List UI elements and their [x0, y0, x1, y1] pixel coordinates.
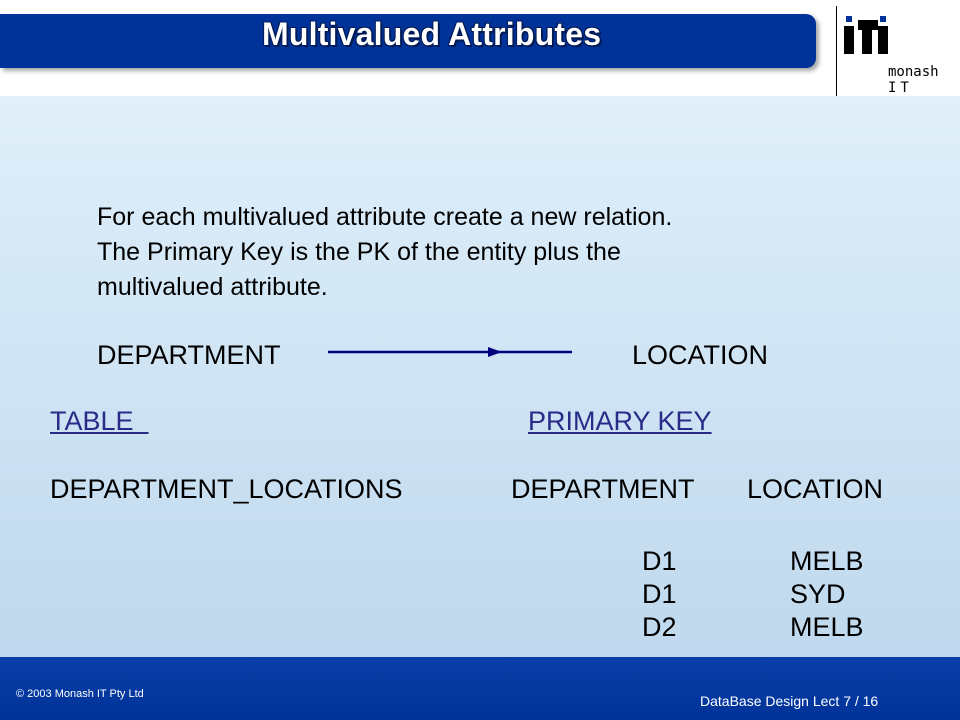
body-line: The Primary Key is the PK of the entity plus the — [97, 238, 621, 266]
body-text — [97, 200, 877, 305]
footer-bar — [0, 657, 960, 720]
row-department: D1 — [642, 546, 677, 576]
row-location: MELB — [790, 612, 864, 642]
right-arrow-icon — [328, 342, 574, 362]
copyright-text: © 2003 Monash IT Pty Ltd — [16, 688, 144, 700]
row-location: MELB — [790, 546, 864, 576]
row-department: D2 — [642, 612, 677, 642]
entity-department: DEPARTMENT — [97, 340, 281, 370]
slide-info: DataBase Design Lect 7 / 16 — [700, 693, 879, 709]
body-line: For each multivalued attribute create a new relation. — [97, 203, 673, 231]
key-column-location: LOCATION — [747, 474, 884, 504]
slide-title: Multivalued Attributes — [262, 16, 602, 52]
row-location: SYD — [790, 579, 846, 609]
row-department: D1 — [642, 579, 677, 609]
key-column-department: DEPARTMENT — [511, 474, 695, 504]
table-header-primary-key: PRIMARY KEY — [528, 406, 712, 436]
logo-text-monash: monash — [888, 64, 939, 80]
logo-text-it: IT — [888, 80, 913, 96]
relation-name: DEPARTMENT_LOCATIONS — [50, 474, 403, 504]
entity-location: LOCATION — [632, 340, 769, 370]
table-header-table: TABLE — [50, 406, 134, 436]
body-line: multivalued attribute. — [97, 273, 328, 301]
